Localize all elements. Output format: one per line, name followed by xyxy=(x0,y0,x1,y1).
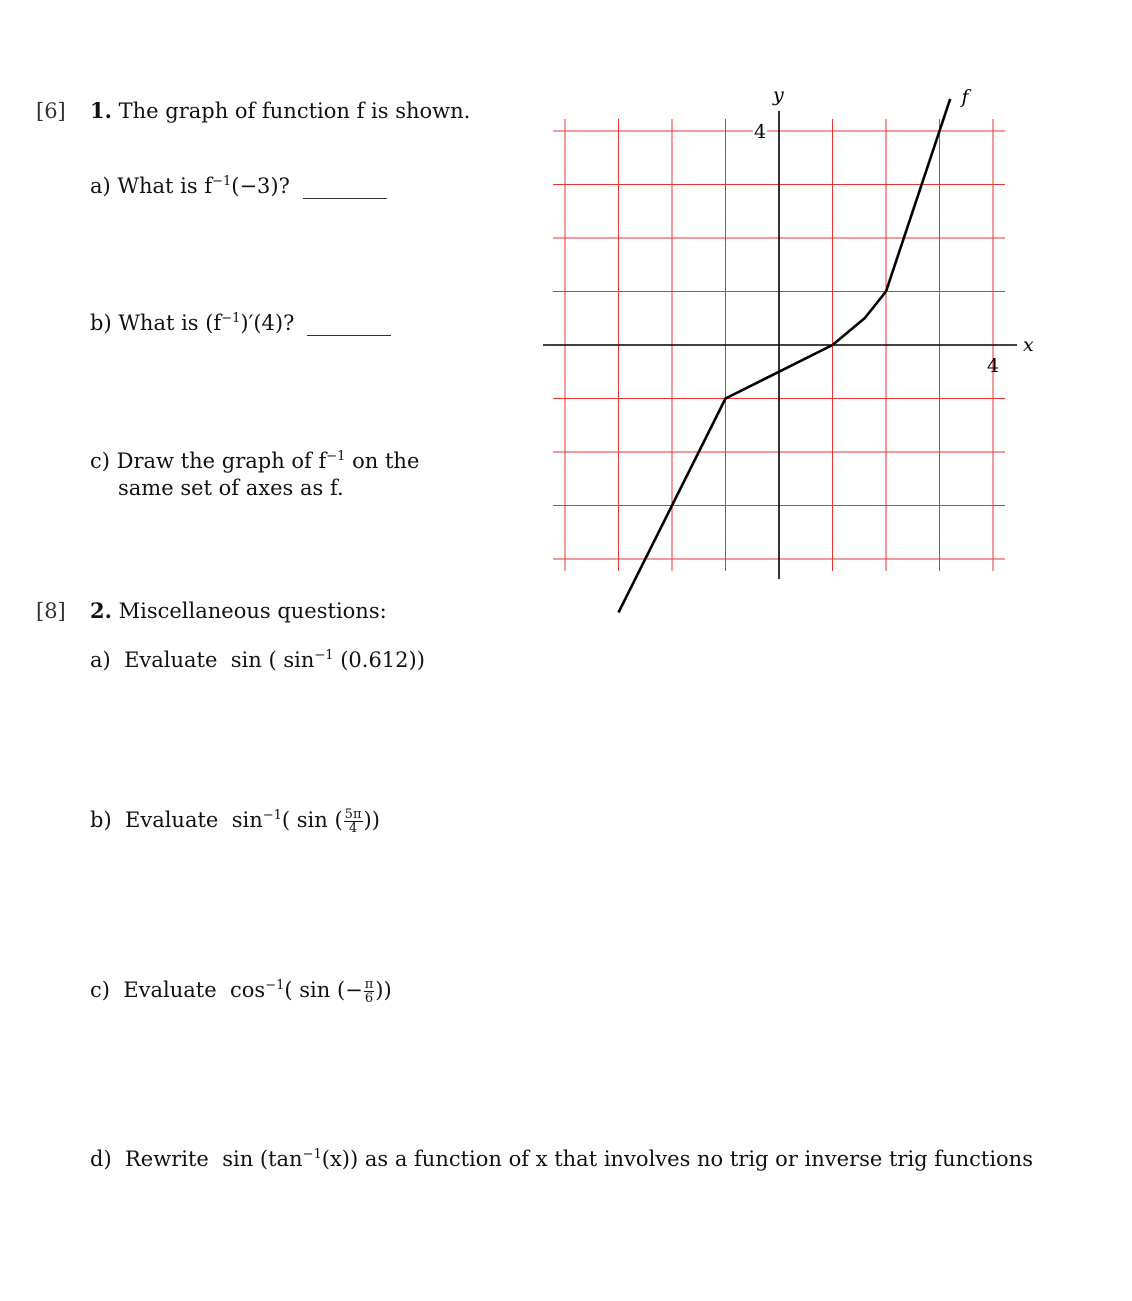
q1-prompt-line xyxy=(90,99,470,123)
q2d-label: d) xyxy=(90,1147,112,1171)
y-axis-label: y xyxy=(773,84,784,106)
q1c-line1 xyxy=(90,449,419,473)
q2d-text: Rewrite xyxy=(125,1147,209,1171)
q1a-sup: −1 xyxy=(212,174,232,189)
q2c-expr-post: )) xyxy=(375,978,392,1002)
q2c-frac-num: π xyxy=(364,977,374,992)
q2-prompt: Miscellaneous questions: xyxy=(118,599,387,623)
function-graph xyxy=(530,80,1034,620)
q1-marks: [6] xyxy=(36,99,66,123)
q2d-tail: as a function of x that involves no trig or inverse trig functions xyxy=(364,1147,1033,1171)
q1c-sup: −1 xyxy=(326,449,346,464)
q2a-text: Evaluate xyxy=(124,648,218,672)
q2c-expr-mid: ( sin (− xyxy=(284,978,363,1002)
q2-number: 2. xyxy=(90,598,112,623)
q2d-line xyxy=(90,1147,1033,1171)
q2a-expr-pre: sin ( sin xyxy=(230,648,315,672)
curve-layer xyxy=(619,99,951,613)
y-tick-label: 4 xyxy=(754,121,767,143)
curve-label-f: f xyxy=(961,85,969,108)
q2c-line xyxy=(90,978,392,1005)
q1-number: 1. xyxy=(90,98,112,123)
q2a-expr-post: (0.612)) xyxy=(333,648,425,672)
q1a-label: a) xyxy=(90,174,111,198)
q2-prompt-line xyxy=(90,599,387,623)
q1a-answer-blank[interactable] xyxy=(303,182,387,199)
q2c-frac-den: 6 xyxy=(364,991,374,1006)
q1b-line xyxy=(90,311,391,336)
q1a-text: What is f xyxy=(117,174,213,198)
q2b-expr-pre: sin xyxy=(231,808,263,832)
q2a-sup: −1 xyxy=(314,648,334,663)
q1a-line xyxy=(90,174,387,199)
q2a-label: a) xyxy=(90,648,111,672)
q2c-expr-pre: cos xyxy=(230,978,266,1002)
q1b-answer-blank[interactable] xyxy=(307,319,391,336)
x-axis-label: x xyxy=(1023,334,1034,356)
q1c-line2: same set of axes as f. xyxy=(118,476,344,500)
q1b-sup: −1 xyxy=(221,311,241,326)
q2c-text: Evaluate xyxy=(123,978,217,1002)
q2b-fraction xyxy=(344,808,363,835)
q2c-sup: −1 xyxy=(265,978,285,993)
axes xyxy=(543,111,1017,579)
q1c-text-post: on the xyxy=(352,449,420,473)
q2b-expr-mid: ( sin ( xyxy=(281,808,343,832)
q1b-text: What is (f xyxy=(118,311,222,335)
q2b-text: Evaluate xyxy=(125,808,219,832)
q1a-tail: (−3)? xyxy=(231,174,290,198)
curve-f xyxy=(619,99,951,613)
q1b-tail: )′(4)? xyxy=(240,311,295,335)
q2b-label: b) xyxy=(90,808,112,832)
q2c-fraction xyxy=(364,978,375,1005)
q2b-sup: −1 xyxy=(262,808,282,823)
q2b-expr-post: )) xyxy=(363,808,380,832)
q2c-label: c) xyxy=(90,978,110,1002)
q2b-frac-num: 5π xyxy=(344,807,362,822)
labels-layer xyxy=(753,84,1034,377)
q1c-label: c) xyxy=(90,449,110,473)
q2-marks: [8] xyxy=(36,599,66,623)
q1-prompt: The graph of function f is shown. xyxy=(118,99,471,123)
q2d-expr-pre: sin (tan xyxy=(222,1147,303,1171)
q1c-text: Draw the graph of f xyxy=(116,449,327,473)
x-tick-label: 4 xyxy=(987,355,1000,377)
q2a-line xyxy=(90,648,425,672)
q2d-sup: −1 xyxy=(302,1147,322,1162)
q2d-expr-post: (x)) xyxy=(321,1147,359,1171)
q1b-label: b) xyxy=(90,311,112,335)
q2b-frac-den: 4 xyxy=(348,821,358,836)
q2b-line xyxy=(90,808,380,835)
